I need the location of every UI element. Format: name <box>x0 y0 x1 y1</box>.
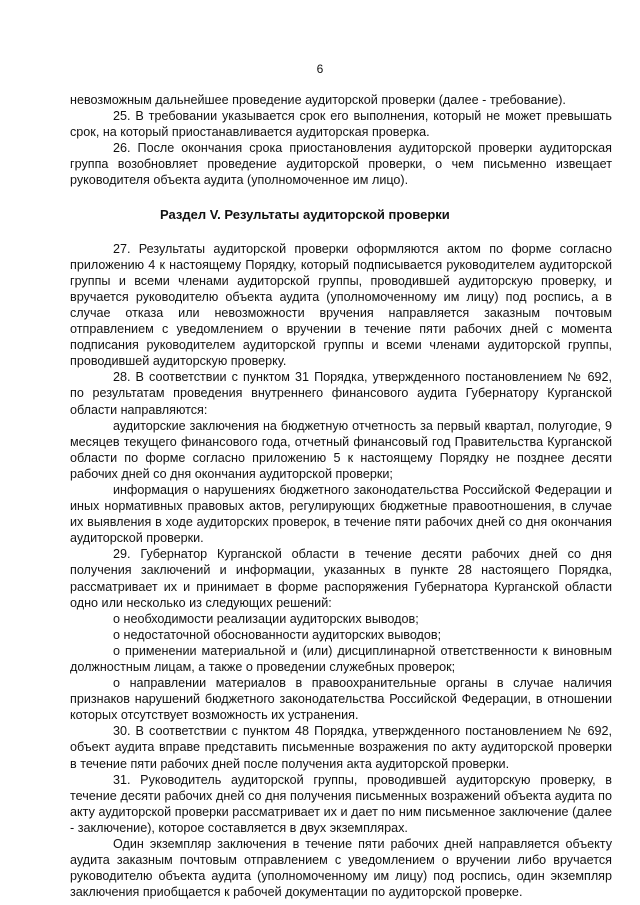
paragraph-29-list <box>70 611 612 724</box>
paragraph-31: 31. Руководитель аудиторской группы, проводившей аудиторскую проверку, в течение десяти рабочих дней со дня получения письменных возражений объекта аудита по акту аудиторской проверки рассматривает их и дает по ним письменное заключение (далее - заключение), которое составляется в двух экземплярах. <box>70 772 612 835</box>
document-body <box>70 92 612 900</box>
paragraph-26: 26. После окончания срока приостановления аудиторской проверки аудиторская группа возобновляет проведение аудиторской проверки, о чем письменно извещает руководителя объекта аудита (уполномоченное им лицо). <box>70 141 612 188</box>
paragraph-27: 27. Результаты аудиторской проверки оформляются актом по форме согласно приложению 4 к настоящему Порядку, который подписывается руководителем аудиторской группы и всеми членами аудиторской группы, проводившей аудиторскую проверку, и вручается руководителю объекта аудита (уполномоченному им лицу) под роспись, а в случае отказа или невозможности вручения направляется заказным почтовым отправлением с уведомлением о вручении в течение пяти рабочих дней с момента подписания руководителем аудиторской группы и всеми членами аудиторской группы, проводившей аудиторскую проверку. <box>70 241 612 369</box>
list-item: информация о нарушениях бюджетного законодательства Российской Федерации и иных нормативных правовых актов, регулирующих бюджетные правоотношения, в случае их выявления в ходе аудиторских проверок, в течение пяти рабочих дней со дня окончания аудиторской проверки. <box>70 482 612 546</box>
paragraph-29: 29. Губернатор Курганской области в течение десяти рабочих дней со дня получения заключений и информации, указанных в пункте 28 настоящего Порядка, рассматривает их и принимает в форме распоряжения Губернатора Курганской области одно или несколько из следующих решений: <box>70 547 612 610</box>
paragraph-continuation: невозможным дальнейшее проведение аудиторской проверки (далее - требование). <box>70 93 566 107</box>
paragraph-28-list <box>70 418 612 547</box>
list-item: о недостаточной обоснованности аудиторских выводов; <box>113 627 442 642</box>
paragraph-28: 28. В соответствии с пунктом 31 Порядка, утвержденного постановлением № 692, по результатам проведения внутреннего финансового аудита Губернатору Курганской области направляются: <box>70 370 612 417</box>
paragraph-25: 25. В требовании указывается срок его выполнения, который не может превышать срок, на который приостанавливается аудиторская проверка. <box>70 109 612 140</box>
paragraph-31-continued: Один экземпляр заключения в течение пяти рабочих дней направляется объекту аудита заказным почтовым отправлением с уведомлением о вручении либо вручается руководителю объекта аудита (уполномоченному им лицу) под роспись, один экземпляр заключения приобщается к рабочей документации по аудиторской проверке. <box>70 837 612 900</box>
section-heading: Раздел V. Результаты аудиторской проверки <box>160 206 450 222</box>
list-item: о необходимости реализации аудиторских выводов; <box>113 611 419 626</box>
page-number: 6 <box>316 62 324 76</box>
list-item: аудиторские заключения на бюджетную отчетность за первый квартал, полугодие, 9 месяцев текущего финансового года, отчетный финансовый год Правительства Курганской области по форме согласно приложению 5 к настоящему Порядку не позднее десяти рабочих дней со дня окончания аудиторской проверки; <box>70 418 612 481</box>
list-item: о применении материальной и (или) дисциплинарной ответственности к виновным должностным лицам, а также о проведении служебных проверок; <box>70 643 612 674</box>
paragraph-30: 30. В соответствии с пунктом 48 Порядка, утвержденного постановлением № 692, объект аудита вправе представить письменные возражения по акту аудиторской проверки в течение пяти рабочих дней после получения акта аудиторской проверки. <box>70 724 612 771</box>
list-item: о направлении материалов в правоохранительные органы в случае наличия признаков нарушений бюджетного законодательства Российской Федерации, в отношении которых отсутствует возможность их устранения. <box>70 676 612 723</box>
